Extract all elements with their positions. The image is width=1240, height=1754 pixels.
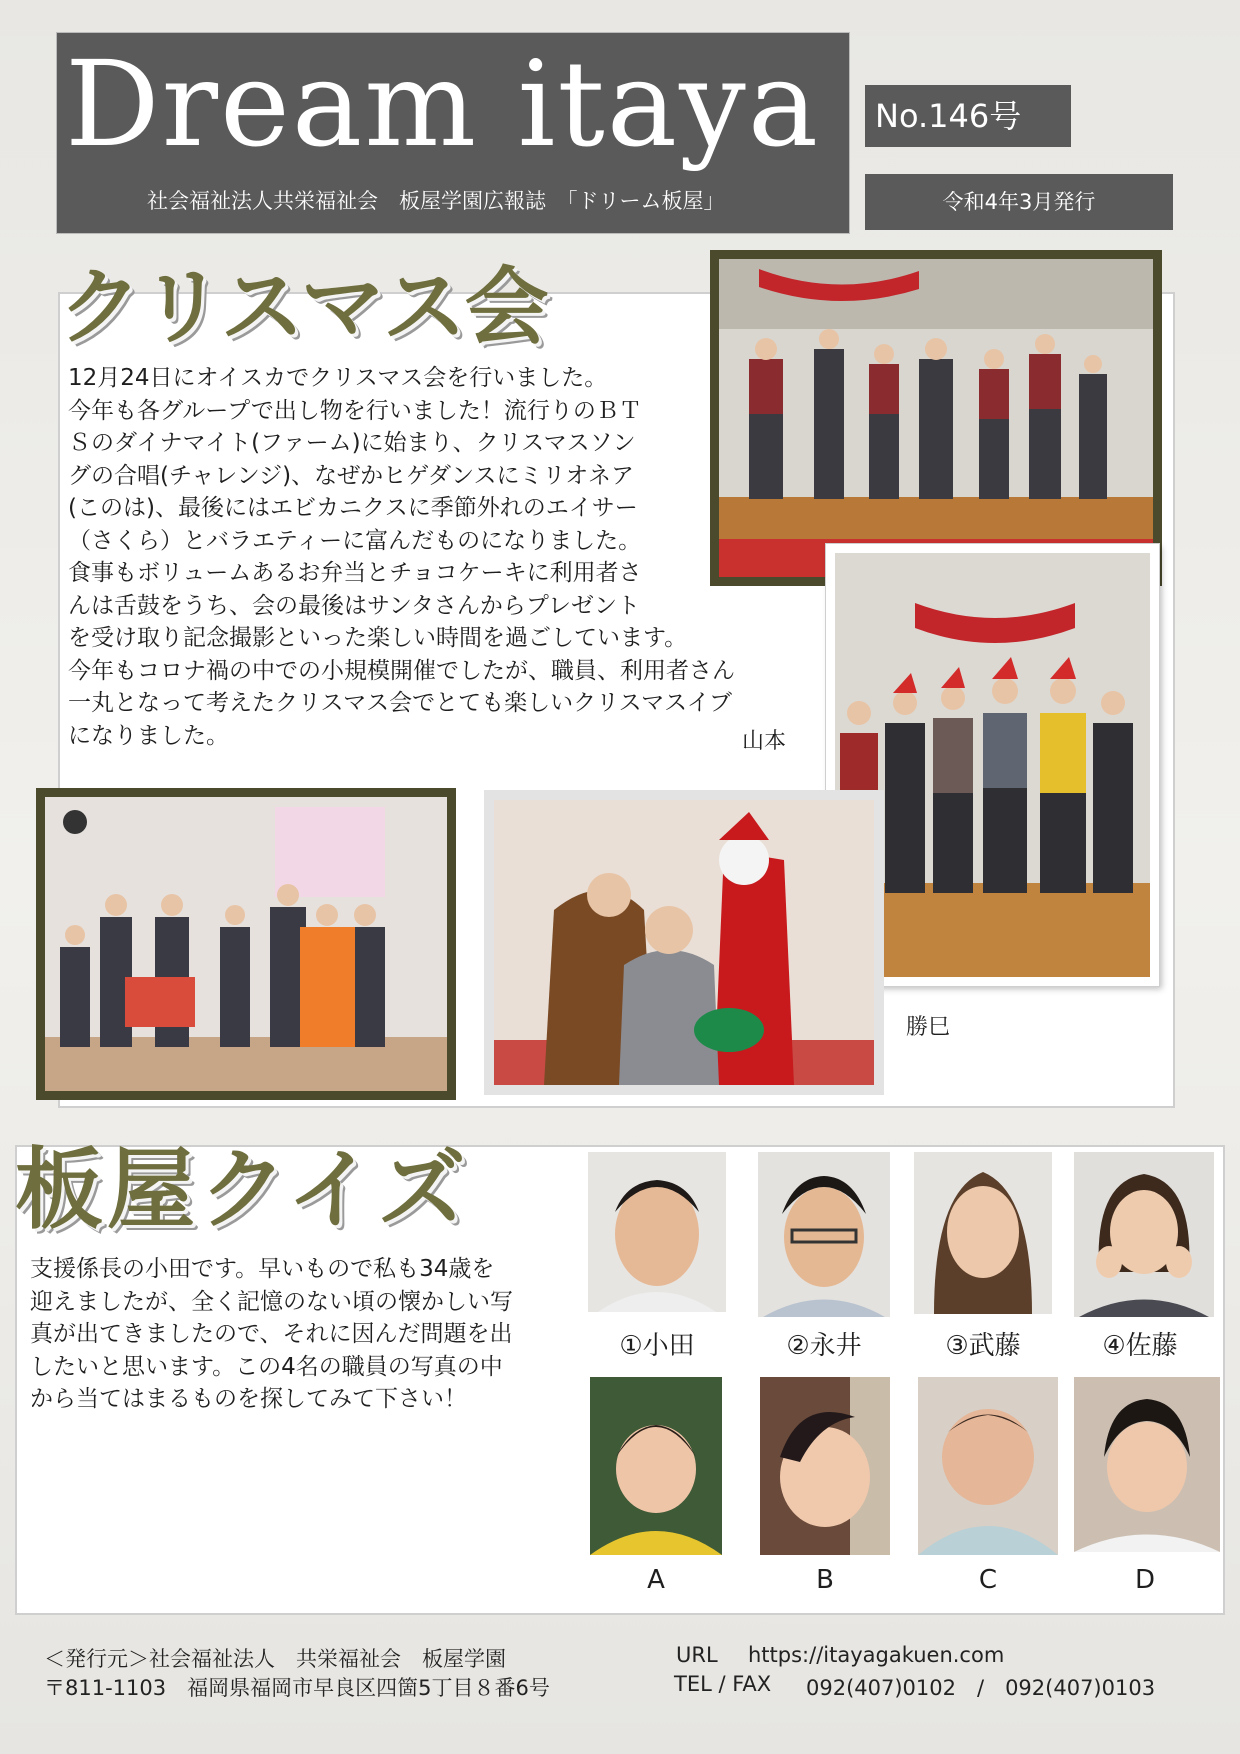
childhood-photo-d <box>1074 1377 1220 1552</box>
santa-present-photo <box>484 790 884 1095</box>
christmas-heading: クリスマス会 <box>58 258 547 356</box>
issue-date: 令和4年3月発行 <box>865 174 1173 230</box>
childhood-photo-a <box>590 1377 722 1555</box>
staff-photo-nagai <box>758 1152 890 1317</box>
staff-caption-2: ②永井 <box>786 1331 862 1361</box>
childhood-photo-c <box>918 1377 1058 1555</box>
staff-photo-muto <box>914 1152 1052 1314</box>
footer-publisher: ＜発行元＞社会福祉法人 共栄福祉会 板屋学園 <box>44 1647 506 1671</box>
staff-caption-3: ③武藤 <box>945 1331 1021 1361</box>
childhood-label-a: A <box>647 1565 665 1595</box>
stage-dance-photo <box>710 250 1162 586</box>
childhood-label-c: C <box>978 1565 998 1595</box>
quiz-heading: 板屋クイズ <box>15 1138 470 1241</box>
footer-url-label: URL <box>676 1643 718 1667</box>
christmas-article-text: 12月24日にオイスカでクリスマス会を行いました。 今年も各グループで出し物を行いました！流行りのＢＴ Ｓのダイナマイト(ファーム)に始まり、クリスマスソン グの合唱(チャレンジ)、なぜかヒゲダンスにミリオネア (このは)、最後にはエビカニクスに季節外れのエイサー （さくら）とバラエティーに富んだものになりました。 食事もボリュームあるお弁当とチョコケーキに利用者さ んは舌鼓をうち、会の最後はサンタさんからプレゼント を受け取り記念撮影といった楽しい時間を過ごしています。 今年もコロナ禍の中での小規模開催でしたが、職員、利用者さん 一丸となって考えたクリスマス会でとても楽しいクリスマスイブ になりました。 <box>68 365 735 749</box>
photo-credit: 勝巳 <box>906 1015 951 1040</box>
staff-caption-4: ④佐藤 <box>1102 1331 1178 1361</box>
masthead-banner <box>57 33 849 233</box>
staff-caption-1: ①小田 <box>619 1331 695 1361</box>
childhood-photo-b <box>760 1377 890 1555</box>
footer-tel-fax: 092(407)0102 / 092(407)0103 <box>806 1676 1156 1700</box>
party-performance-photo <box>36 788 456 1100</box>
childhood-label-d: D <box>1134 1565 1156 1595</box>
childhood-label-b: B <box>816 1565 834 1595</box>
footer-tel-label: TEL / FAX <box>674 1672 772 1696</box>
footer-url-link[interactable]: https://itayagakuen.com <box>748 1643 1005 1667</box>
issue-number: No.146号 <box>865 85 1071 147</box>
staff-photo-sato <box>1074 1152 1214 1317</box>
newsletter-subtitle: 社会福祉法人共栄福祉会 板屋学園広報誌 「ドリーム板屋」 <box>147 189 725 213</box>
newsletter-title: Dream itaya <box>65 35 821 173</box>
staff-photo-oda <box>588 1152 726 1312</box>
quiz-text: 支援係長の小田です。早いもので私も34歳を 迎えましたが、全く記憶のない頃の懐かしい写 真が出てきましたので、それに因んだ問題を出 したいと思います。この4名の職員の写真の中 から当てはまるものを探してみて下さい！ <box>30 1256 513 1412</box>
footer-address: 〒811-1103 福岡県福岡市早良区四箇5丁目８番6号 <box>44 1676 550 1700</box>
christmas-author: 山本 <box>742 729 787 754</box>
